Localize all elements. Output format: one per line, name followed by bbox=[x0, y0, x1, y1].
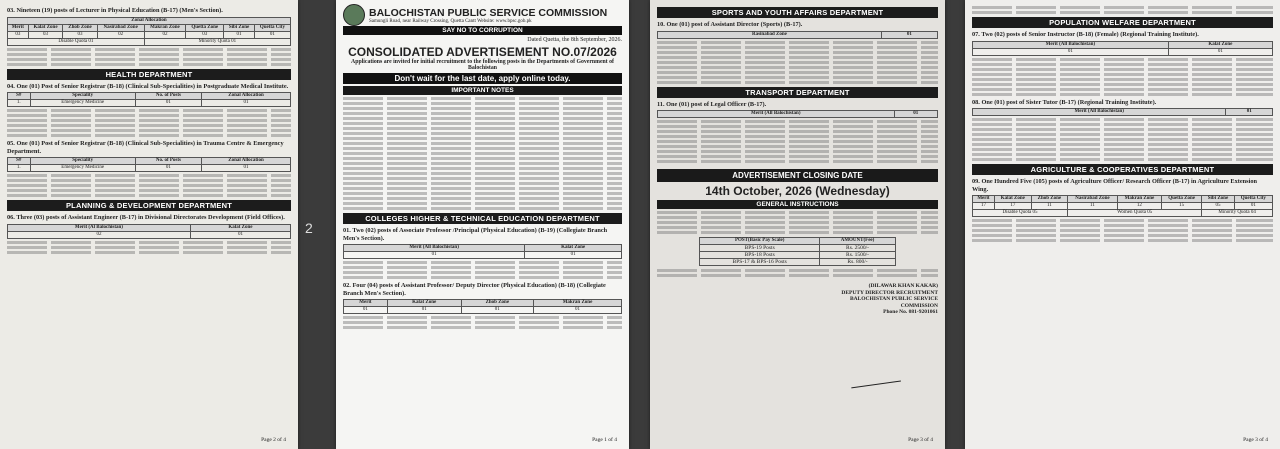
closing-date-header: ADVERTISEMENT CLOSING DATE bbox=[657, 169, 938, 182]
post-09-heading: 09. One Hundred Five (105) posts of Agriculture Officer/ Research Officer (B-17) in Agriculture Extension Wing. bbox=[972, 178, 1258, 193]
table-cell: 03 bbox=[8, 31, 29, 38]
side-number: 2 bbox=[305, 220, 313, 236]
table-cell: Kalat Zone bbox=[28, 24, 63, 31]
page-4-of-4 bbox=[965, 0, 1280, 449]
post-10-heading: 10. One (01) post of Assistant Director (Sports) (B-17). bbox=[657, 21, 803, 28]
page-number: Page 3 of 4 bbox=[908, 437, 933, 443]
dated-line: Dated Quetta, the 8th September, 2026. bbox=[527, 37, 622, 43]
table-row: BPS-17 & BPS-16 Posts Rs. 800/- bbox=[700, 259, 896, 266]
table-row: BPS-19 Posts Rs. 2500/- bbox=[700, 245, 896, 252]
post-08-heading: 08. One (01) post of Sister Tutor (B-17) (Regional Training Institute). bbox=[972, 98, 1157, 106]
advertisement-title: CONSOLIDATED ADVERTISEMENT NO.07/2026 bbox=[348, 45, 617, 59]
post-05-table: S# Speciality No. of Posts Zonal Allocation 1. Emergency Medicine 01 01 bbox=[7, 157, 291, 172]
table-cell: 02 bbox=[97, 31, 144, 38]
sports-department-header: SPORTS AND YOUTH AFFAIRS DEPARTMENT bbox=[657, 7, 938, 18]
signatory-name: (DILAWAR KHAN KAKAR) bbox=[868, 283, 938, 289]
population-department-header: POPULATION WELFARE DEPARTMENT bbox=[972, 17, 1273, 28]
closing-date: 14th October, 2026 (Wednesday) bbox=[705, 184, 890, 198]
signatory-org: BALOCHISTAN PUBLIC SERVICE bbox=[849, 296, 938, 302]
agriculture-department-header: AGRICULTURE & COOPERATIVES DEPARTMENT bbox=[972, 164, 1273, 175]
table-cell: 01 bbox=[1234, 203, 1272, 210]
table-cell: Zhob Zone bbox=[63, 24, 97, 31]
table-cell: Kalat Zone bbox=[994, 196, 1031, 203]
post-09-table bbox=[972, 195, 1273, 217]
letterhead bbox=[343, 4, 622, 26]
table-cell: Quetta Zone bbox=[1161, 196, 1201, 203]
table-cell: Sibi Zone bbox=[224, 24, 254, 31]
table-cell: Quetta City bbox=[1234, 196, 1272, 203]
table-cell: 12 bbox=[1117, 203, 1161, 210]
kalat-label: Kalat Zone bbox=[190, 224, 290, 231]
table-cell: 17 bbox=[994, 203, 1031, 210]
signatory-org-2: COMMISSION bbox=[900, 302, 938, 309]
post-11-heading: 11. One (01) post of Legal Officer (B-17). bbox=[657, 100, 767, 108]
table-cell: 02 bbox=[144, 31, 185, 38]
disabled-quota: Disable Quota 01 bbox=[8, 38, 145, 45]
minority-quota: Minority Quota 04 bbox=[1202, 210, 1273, 217]
fee-table bbox=[699, 237, 896, 266]
merit-label: Merit (Al Balochistan) bbox=[8, 224, 191, 231]
disabled-quota: Disable Quota 05 bbox=[973, 210, 1068, 217]
zonal-header: Zonal Allocation bbox=[8, 17, 291, 24]
post-02-heading: 02. Four (04) posts of Assistant Professor/ Deputy Director (Physical Education) (B-18) (Collegiate Branch Men's Section). bbox=[343, 282, 606, 297]
table-cell: Nasirabad Zone bbox=[97, 24, 144, 31]
post-06-heading: 06. Three (03) posts of Assistant Engineer (B-17) in Divisional Directorates Development (Field Offices). bbox=[7, 214, 285, 221]
page-2-of-4 bbox=[0, 0, 298, 449]
table-cell: 05 bbox=[1202, 203, 1234, 210]
table-cell: 03 bbox=[63, 31, 97, 38]
post-07-table: Merit (All Balochistan) Kalat Zone 01 01 bbox=[972, 41, 1273, 56]
page-3-of-4 bbox=[650, 0, 945, 449]
minority-quota: Minority Quota 01 bbox=[144, 38, 290, 45]
general-instructions-header: GENERAL INSTRUCTIONS bbox=[657, 200, 938, 209]
table-cell: 11 bbox=[1031, 203, 1067, 210]
page-number: Page 1 of 4 bbox=[592, 437, 617, 443]
table-cell: Quetta City bbox=[254, 24, 290, 31]
post-07-heading: 07. Two (02) posts of Senior Instructor (B-18) (Female) (Regional Training Institute). bbox=[972, 31, 1199, 38]
bpsc-logo-icon bbox=[343, 4, 365, 26]
colleges-department-header: COLLEGES HIGHER & TECHNICAL EDUCATION DEPARTMENT bbox=[343, 213, 622, 224]
page-1-of-4 bbox=[336, 0, 629, 449]
page-number: Page 2 of 4 bbox=[261, 437, 286, 443]
table-cell: 17 bbox=[973, 203, 995, 210]
post-11-table: Merit (All Balochistan) 01 bbox=[657, 110, 938, 118]
table-cell: 01 bbox=[224, 31, 254, 38]
post-04-heading: 04. One (01) Post of Senior Registrar (B-18) (Clinical Sub-Specialities) in Postgraduate Medical Institute. bbox=[7, 82, 289, 90]
table-cell: 03 bbox=[28, 31, 63, 38]
page-number: Page 3 of 4 bbox=[1243, 437, 1268, 443]
post-01-heading: 01. Two (02) posts of Associate Professor /Principal (Physical Education) (B-19) (Collegiate Branch Men's Section). bbox=[343, 227, 608, 242]
zonal-allocation-table bbox=[7, 17, 291, 46]
post-08-table: Merit (All Balochistan) 01 bbox=[972, 108, 1273, 116]
signature-block bbox=[657, 283, 938, 316]
fee-header-amount: AMOUNT(Fee) bbox=[820, 238, 896, 245]
table-row: BPS-18 Posts Rs. 1500/- bbox=[700, 252, 896, 259]
post-03-heading: 03. Nineteen (19) posts of Lecturer in Physical Education (B-17) (Men's Section). bbox=[7, 7, 223, 14]
table-cell: 11 bbox=[1067, 203, 1117, 210]
table-cell: Merit bbox=[973, 196, 995, 203]
table-cell: Makran Zone bbox=[1117, 196, 1161, 203]
apply-online-banner: Don't wait for the last date, apply online today. bbox=[343, 73, 622, 84]
health-department-header: HEALTH DEPARTMENT bbox=[7, 69, 291, 80]
organization-name: BALOCHISTAN PUBLIC SERVICE COMMISSION bbox=[369, 6, 608, 19]
table-cell: Sibi Zone bbox=[1202, 196, 1234, 203]
post-05-heading: 05. One (01) Post of Senior Registrar (B-18) (Clinical Sub-Specialities) in Trauma Centre & Emergency Department. bbox=[7, 140, 284, 155]
signatory-title: DEPUTY DIRECTOR RECRUITMENT bbox=[841, 289, 938, 296]
post-10-table: Rasinabad Zone 01 bbox=[657, 31, 938, 39]
post-04-table: S# Speciality No. of Posts Zonal Allocation 1. Emergency Medicine 01 01 bbox=[7, 92, 291, 107]
fee-header-post: POST(Basic Pay Scale) bbox=[700, 238, 820, 245]
women-quota: Women Quota 05 bbox=[1067, 210, 1201, 217]
table-cell: Makran Zone bbox=[144, 24, 185, 31]
say-no-banner: SAY NO TO CORRUPTION bbox=[343, 26, 622, 35]
important-notes-header: IMPORTANT NOTES bbox=[343, 86, 622, 95]
transport-department-header: TRANSPORT DEPARTMENT bbox=[657, 87, 938, 98]
table-cell: 01 bbox=[254, 31, 290, 38]
post-01-table: Merit (All Balochistan) Kalat Zone 01 01 bbox=[343, 244, 622, 259]
table-cell: 15 bbox=[1161, 203, 1201, 210]
organization-address: Samungli Road, near Railway Crossing, Quetta Cantt Website: www.bpsc.gob.pk bbox=[369, 18, 532, 24]
handwritten-signature bbox=[849, 365, 901, 389]
table-cell: Merit bbox=[8, 24, 29, 31]
signatory-phone: Phone No. 081-9201061 bbox=[883, 309, 938, 315]
table-cell: Zhob Zone bbox=[1031, 196, 1067, 203]
table-cell: Nasirabad Zone bbox=[1067, 196, 1117, 203]
post-02-table: Merit Kalat Zone Zhob Zone Makran Zone 01 01 01 01 bbox=[343, 299, 622, 314]
table-cell: 03 bbox=[186, 31, 224, 38]
planning-department-header: PLANNING & DEVELOPMENT DEPARTMENT bbox=[7, 200, 291, 211]
table-cell: Quetta Zone bbox=[186, 24, 224, 31]
advertisement-subtitle: Applications are invited for initial recruitment to the following posts in the Departments of Government of Balochistan bbox=[351, 59, 614, 71]
post-06-table: Merit (Al Balochistan) Kalat Zone 02 01 bbox=[7, 224, 291, 239]
